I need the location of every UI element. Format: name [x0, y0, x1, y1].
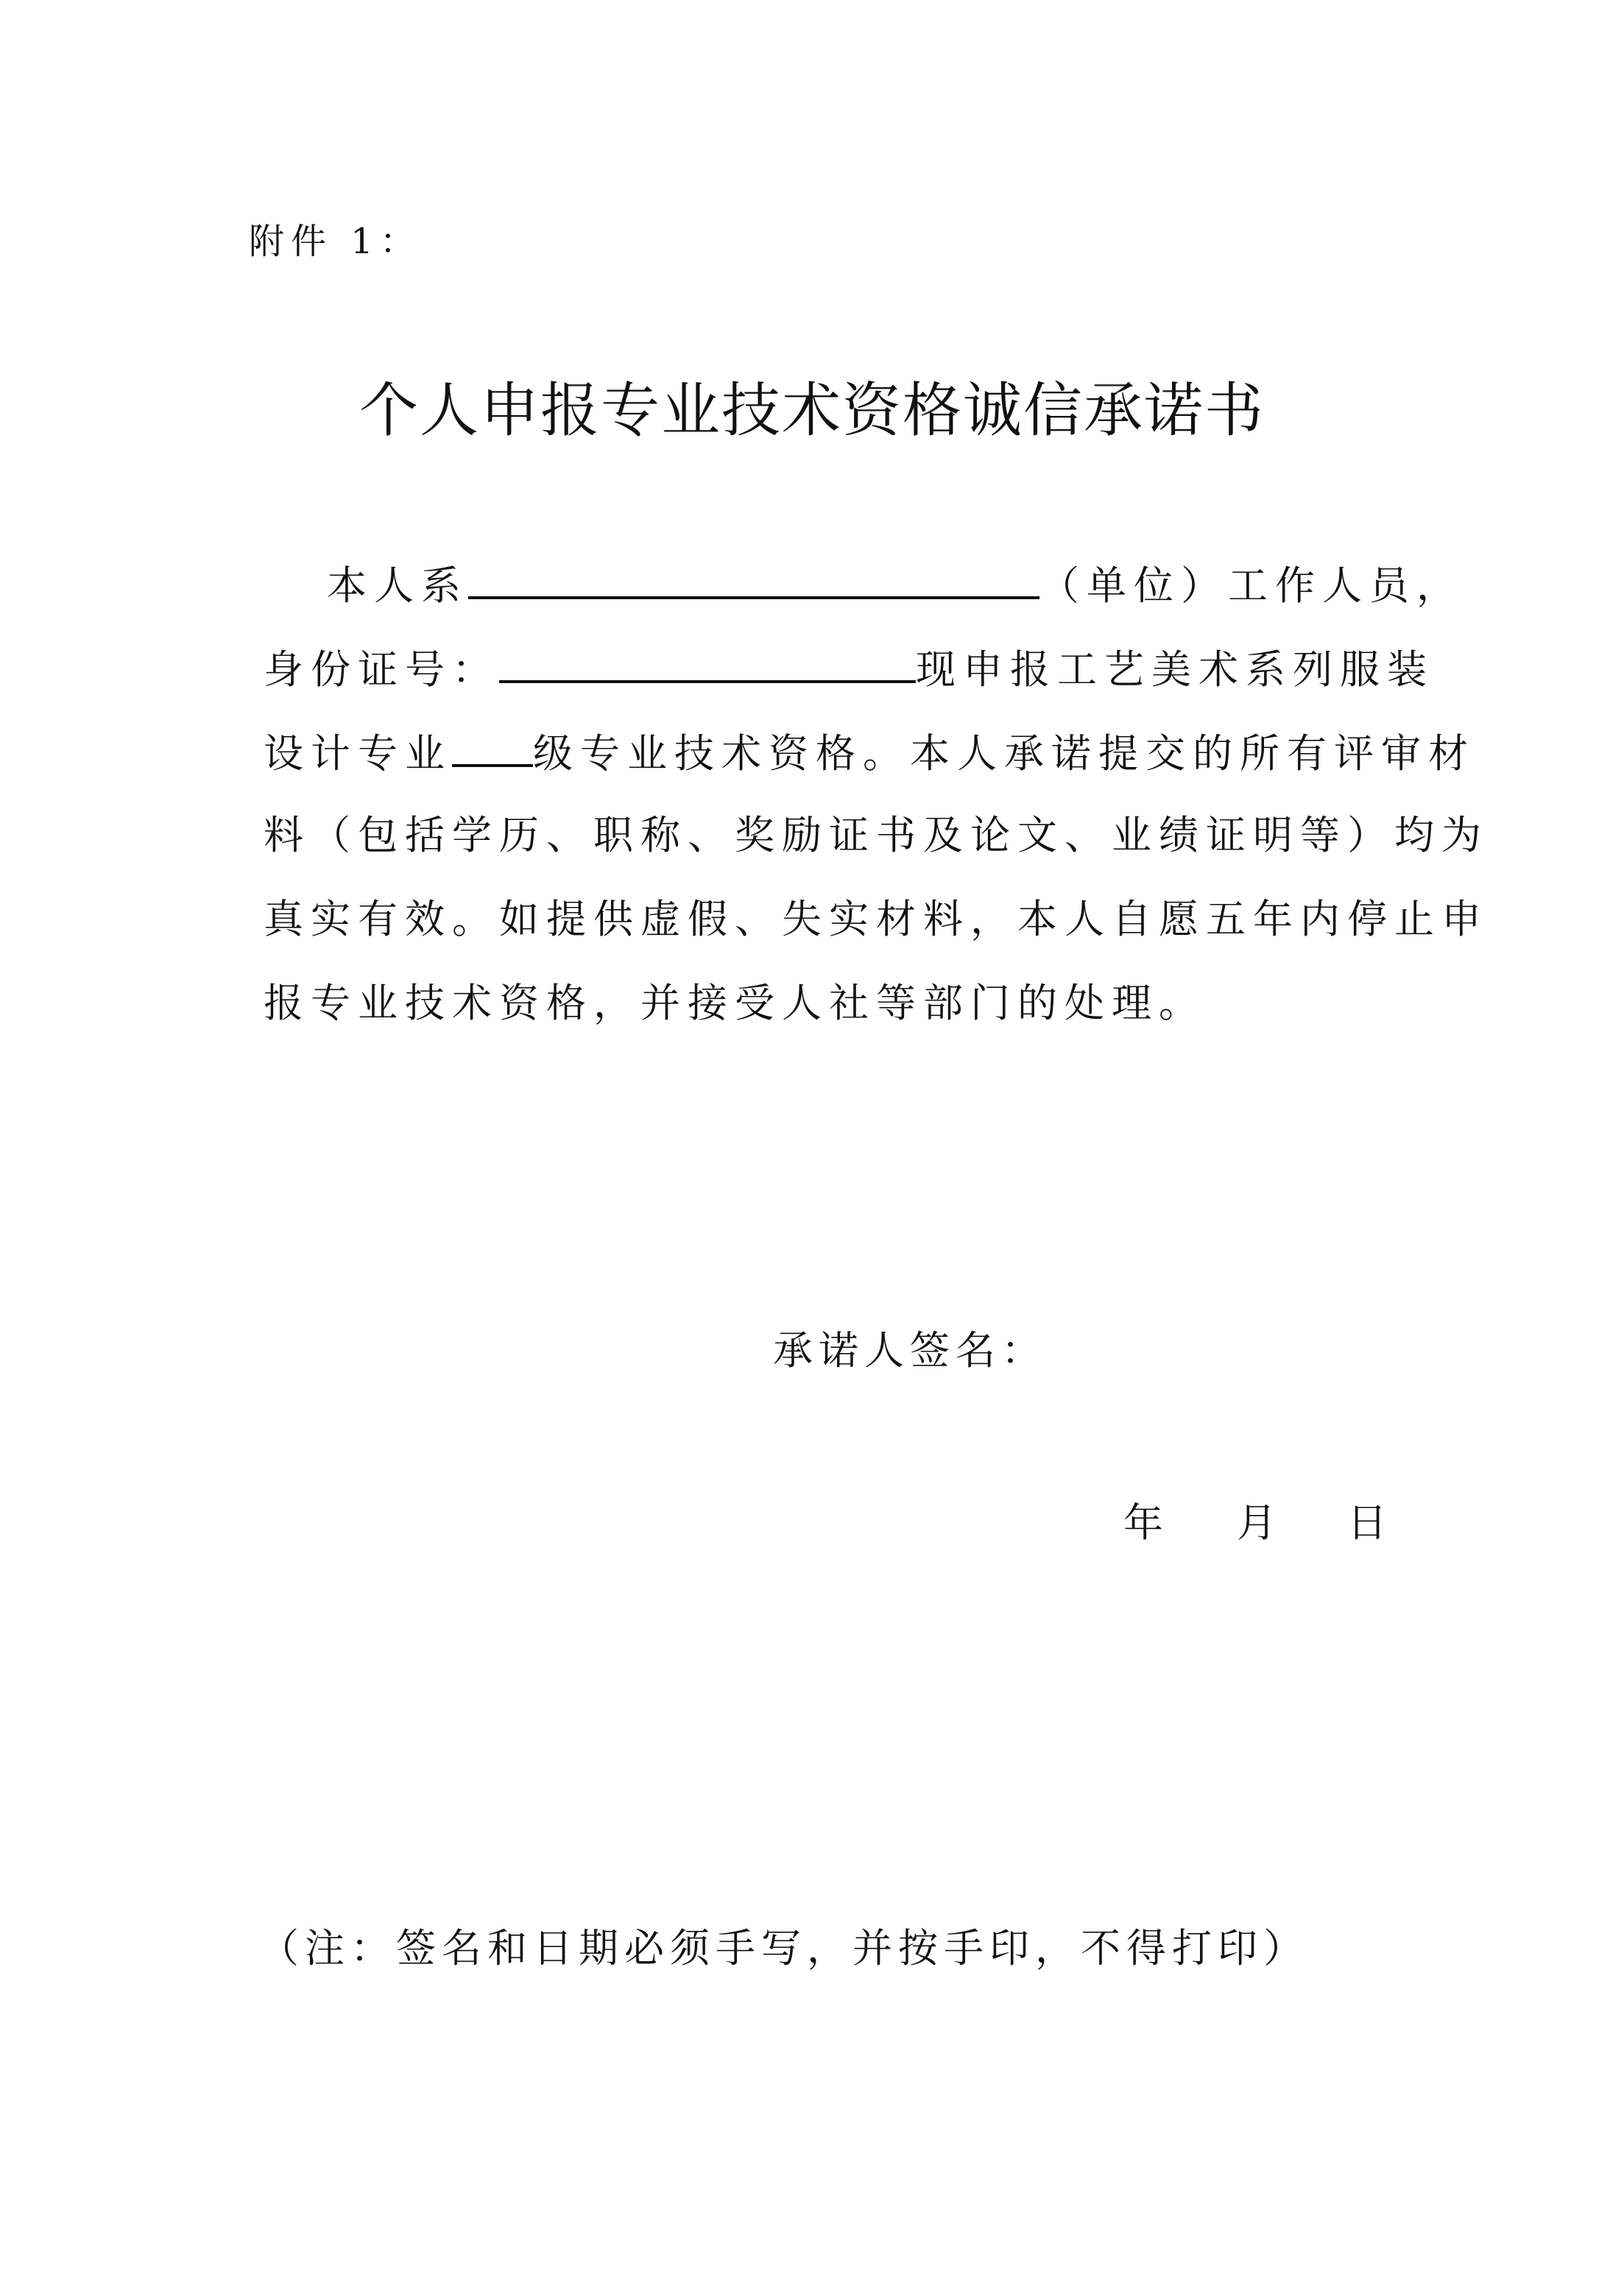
footnote: （注：签名和日期必须手写，并按手印，不得打印） [259, 1925, 1309, 1971]
signature-label: 承诺人签名： [773, 1327, 1047, 1374]
body-line-3 [264, 726, 1475, 780]
attachment-label: 附件 1： [249, 221, 422, 262]
unit-blank-field[interactable] [468, 558, 1039, 599]
body-line-6: 报专业技术资格，并接受人社等部门的处理。 [264, 980, 1206, 1026]
line1-prefix: 本人系 [327, 562, 468, 609]
date-year-label: 年 [1123, 1500, 1163, 1546]
date-month-label: 月 [1237, 1500, 1277, 1546]
body-line-2 [264, 642, 1434, 696]
date-day-label: 日 [1347, 1500, 1387, 1546]
level-blank-field[interactable] [452, 726, 533, 767]
document-title: 个人申报专业技术资格诚信承诺书 [359, 376, 1265, 445]
line2-suffix: 现申报工艺美术系列服装 [916, 646, 1434, 693]
line1-suffix: （单位）工作人员， [1039, 562, 1464, 609]
line3-suffix: 级专业技术资格。本人承诺提交的所有评审材 [533, 730, 1475, 777]
id-number-blank-field[interactable] [499, 642, 916, 683]
body-line-4: 料（包括学历、职称、奖励证书及论文、业绩证明等）均为 [264, 812, 1489, 858]
line3-prefix: 设计专业 [264, 730, 452, 777]
body-line-1 [327, 558, 1464, 612]
body-line-5: 真实有效。如提供虚假、失实材料，本人自愿五年内停止申 [264, 896, 1489, 942]
line2-prefix: 身份证号： [264, 646, 499, 693]
